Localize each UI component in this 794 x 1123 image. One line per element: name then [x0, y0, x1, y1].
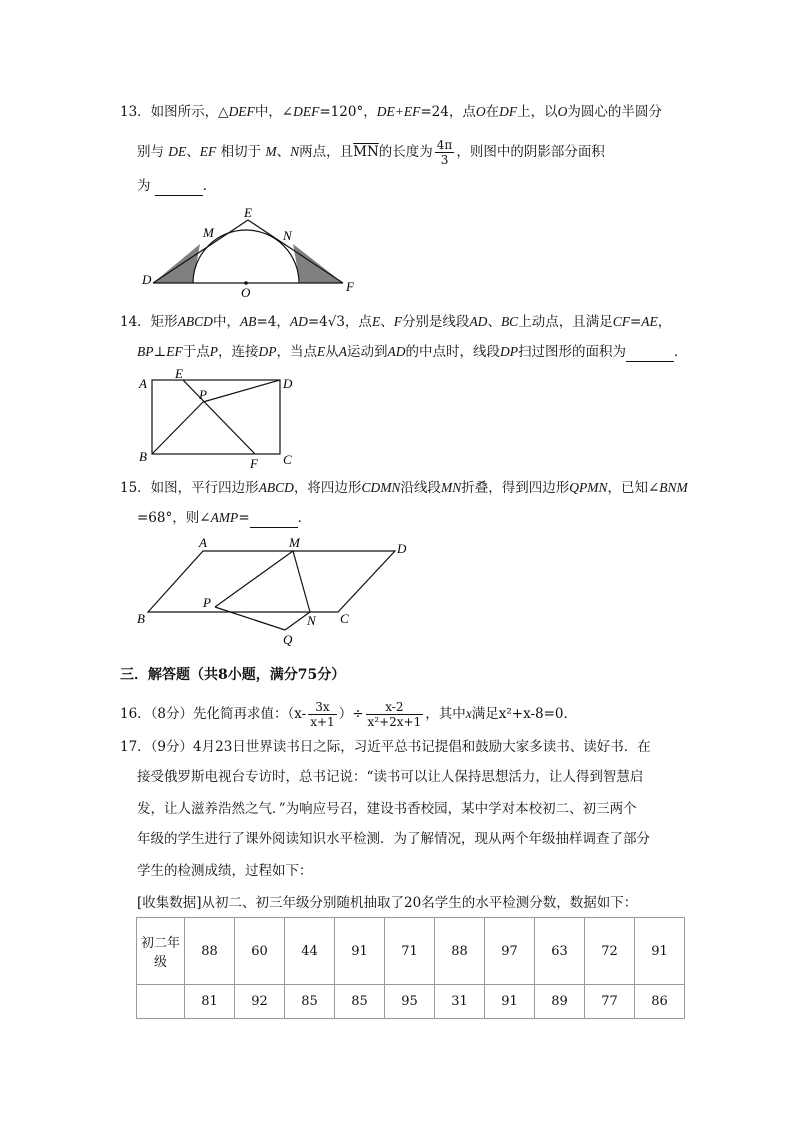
q14-figure: [135, 366, 305, 476]
table-cell: 91: [335, 918, 385, 985]
label-D: D: [142, 272, 152, 287]
arc-mn: $\overline{MN}$: [353, 144, 379, 160]
q15-line1: 15．如图，平行四边形ABCD，将四边形CDMN沿线段MN折叠，得到四边形QPMN，已知∠BNM: [120, 480, 688, 496]
table-cell: 71: [385, 918, 435, 985]
row-header-empty: [137, 985, 185, 1019]
table-cell: 92: [235, 985, 285, 1019]
label-M: M: [203, 225, 214, 240]
table-cell: 88: [435, 918, 485, 985]
table-cell: 31: [435, 985, 485, 1019]
table-cell: 72: [585, 918, 635, 985]
label-F: F: [250, 456, 258, 471]
q17-line6: [收集数据]从初二、初三年级分别随机抽取了20名学生的水平检测分数，数据如下：: [137, 895, 638, 911]
fraction-3x: $\frac{3x}{x+1}$: [310, 700, 335, 729]
label-A: A: [199, 535, 207, 550]
label-C: C: [340, 611, 349, 626]
table-cell: 86: [635, 985, 685, 1019]
row-header: 初二年级: [137, 918, 185, 985]
q14-line1: 14．矩形ABCD中，AB=4，AD=4√3，点E、F分别是线段AD、BC上动点，且满足CF=AE，: [120, 314, 672, 330]
table-cell: 60: [235, 918, 285, 985]
q13-line3: 为 ．: [137, 178, 217, 194]
q13-line2: 别与 DE、EF 相切于 M、N两点，且$\overline{MN}$的长度为 $\frac{4\pi}{3}$ ，则图中的阴影部分面积: [137, 138, 605, 167]
label-P: P: [199, 387, 207, 402]
shade-right: [293, 244, 343, 283]
label-N: N: [283, 228, 292, 243]
table-cell: 95: [385, 985, 435, 1019]
table-cell: 85: [285, 985, 335, 1019]
fraction-4pi-3: $\frac{4\pi}{3}$: [436, 138, 453, 167]
fraction-x-2: $\frac{x-2}{\text{x²+2x+1}}$: [367, 700, 422, 729]
table-row: [137, 985, 685, 1019]
label-D: D: [283, 376, 293, 391]
table-cell: 91: [635, 918, 685, 985]
q13-figure: [140, 203, 360, 298]
q17-line4: 年级的学生进行了课外阅读知识水平检测．为了解情况，现从两个年级抽样调查了部分: [137, 831, 650, 847]
q15-line2: =68°，则∠AMP= ．: [137, 510, 312, 526]
label-B: B: [139, 449, 147, 464]
q17-line1: 17．（9分）4月23日世界读书日之际，习近平总书记提倡和鼓励大家多读书、读好书．在: [120, 739, 651, 755]
table-cell: 91: [485, 985, 535, 1019]
table-cell: 81: [185, 985, 235, 1019]
q17-line3: 发，让人滋养浩然之气．”为响应号召，建设书香校园，某中学对本校初二、初三两个: [137, 801, 637, 817]
q15-figure: [135, 533, 415, 648]
table-cell: 88: [185, 918, 235, 985]
table-cell: 89: [535, 985, 585, 1019]
q14-line2: BP⊥EF于点P，连接DP，当点E从A运动到AD的中点时，线段DP扫过图形的面积为 ．: [137, 344, 688, 360]
label-A: A: [139, 376, 147, 391]
label-Q: Q: [283, 632, 293, 647]
label-F: F: [346, 279, 354, 294]
answer-blank-13[interactable]: [155, 181, 203, 196]
label-C: C: [283, 452, 292, 467]
label-P: P: [203, 595, 211, 610]
label-B: B: [137, 611, 145, 626]
label-M: M: [289, 535, 300, 550]
q17-line2: 接受俄罗斯电视台专访时，总书记说：“读书可以让人保持思想活力，让人得到智慧启: [137, 769, 644, 785]
table-row: [137, 918, 685, 985]
section-heading: 三．解答题（共8小题，满分75分）: [120, 667, 346, 683]
table-cell: 44: [285, 918, 335, 985]
q17-line5: 学生的检测成绩，过程如下：: [137, 863, 313, 879]
score-table: [136, 917, 685, 1019]
label-D: D: [397, 541, 407, 556]
label-E: E: [244, 205, 252, 220]
answer-blank-15[interactable]: [250, 513, 298, 528]
table-cell: 97: [485, 918, 535, 985]
label-N: N: [307, 613, 316, 628]
q16-line: 16．（8分）先化简再求值：（x- $\frac{3x}{x+1}$ ）÷ $\frac{x-2}{\text{x²+2x+1}}$ ，其中x满足x²+x-8=0．: [120, 700, 578, 729]
q13-line1: 13．如图所示，△DEF中，∠DEF=120°，DE+EF=24，点O在DF上，以O为圆心的半圆分: [120, 104, 662, 120]
answer-blank-14[interactable]: [626, 347, 674, 362]
label-E: E: [175, 366, 183, 381]
table-cell: 77: [585, 985, 635, 1019]
label-O: O: [241, 285, 251, 298]
table-cell: 63: [535, 918, 585, 985]
table-cell: 85: [335, 985, 385, 1019]
